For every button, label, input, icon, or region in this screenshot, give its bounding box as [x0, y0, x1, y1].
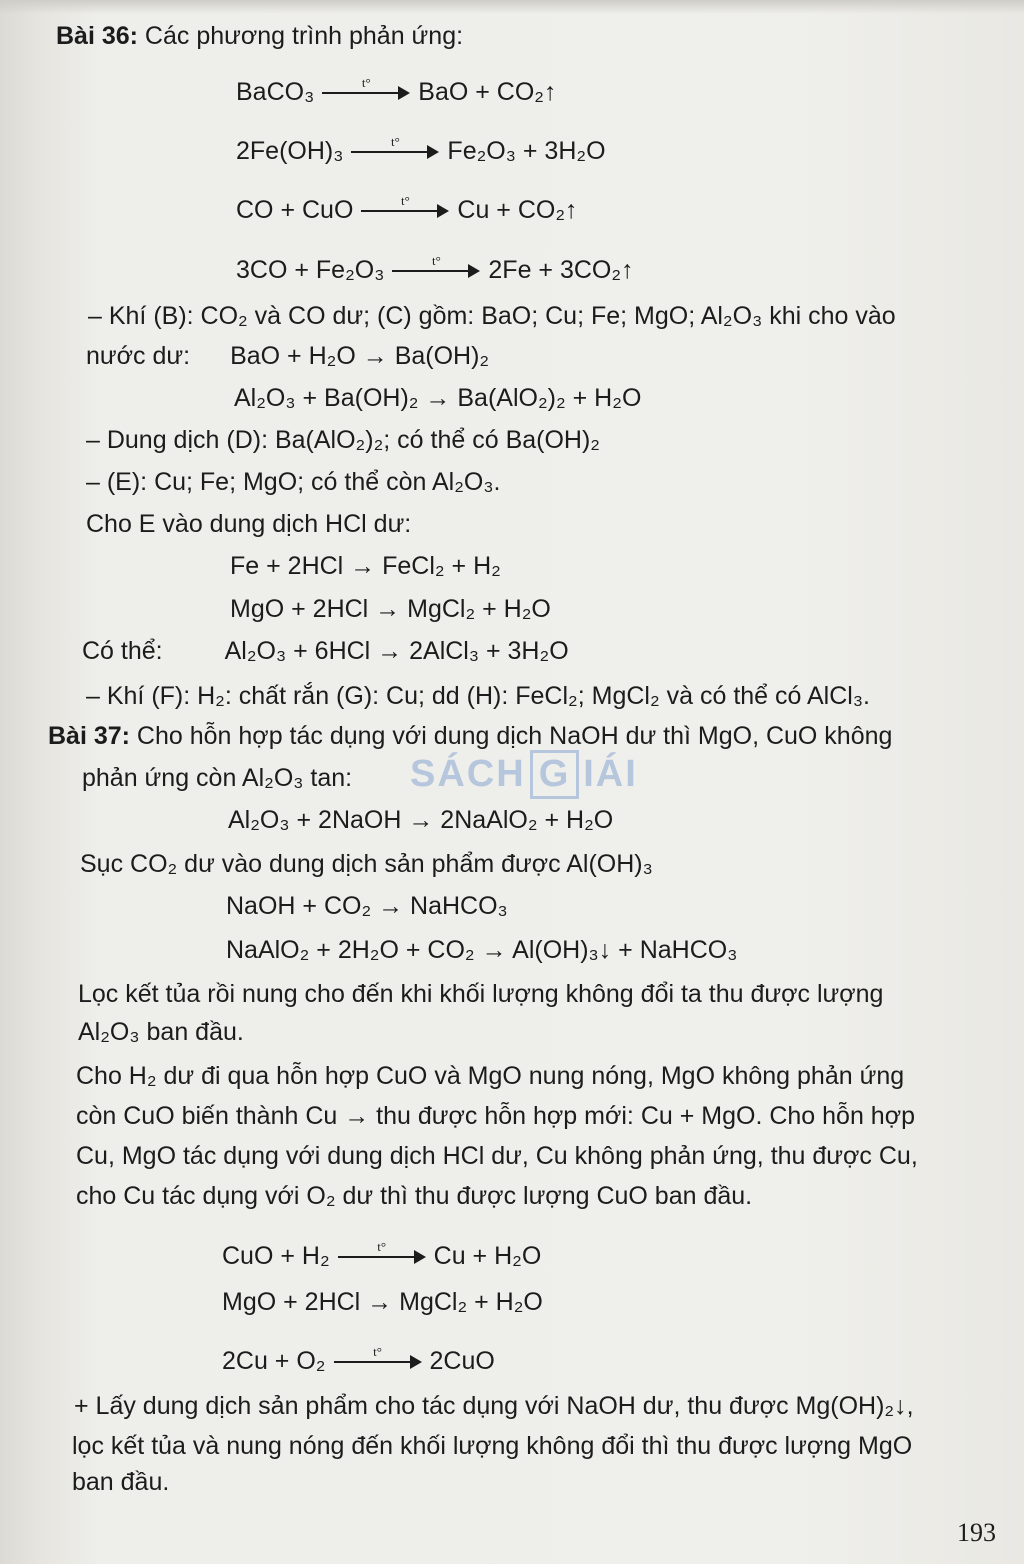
bai36-intro: Các phương trình phản ứng: [137, 22, 464, 50]
para2-line2: còn CuO biến thành Cu → thu được hỗn hợp mới: Cu + MgO. Cho hỗn hợp [76, 1102, 916, 1130]
line-khi-f: – Khí (F): H₂: chất rắn (G): Cu; dd (H): FeCl₂; MgCl₂ và có thể có AlCl₃. [86, 682, 870, 710]
line-khi-b: – Khí (B): CO₂ và CO dư; (C) gồm: BaO; Cu; Fe; MgO; Al₂O₃ khi cho vào [88, 302, 896, 330]
heat-arrow [338, 1239, 426, 1267]
arrow-label: t° [373, 1344, 382, 1360]
equation-4 [236, 254, 634, 286]
equation-3 [236, 194, 578, 226]
heat-arrow [361, 193, 449, 221]
al2o3-baoh2-eq: Al₂O₃ + Ba(OH)₂ → Ba(AlO₂)₂ + H₂O [234, 384, 642, 412]
co-the-label: Có thể: [82, 637, 163, 665]
cu-right: 2CuO [429, 1347, 495, 1375]
mgo-hcl-eq: MgO + 2HCl → MgCl₂ + H₂O [230, 595, 551, 623]
al2o3-naoh-eq: Al₂O₃ + 2NaOH → 2NaAlO₂ + H₂O [228, 806, 614, 834]
para1-line1: Lọc kết tủa rồi nung cho đến khi khối lượng không đổi ta thu được lượng [78, 980, 884, 1008]
line-cho-e: Cho E vào dung dịch HCl dư: [86, 510, 412, 538]
bai37-heading [48, 720, 892, 752]
eq2-left: 2Fe(OH)₃ [236, 137, 344, 165]
arrow-label: t° [401, 193, 410, 209]
heat-arrow [392, 253, 480, 281]
equation-1 [236, 76, 557, 108]
para2-line3: Cu, MgO tác dụng với dung dịch HCl dư, Cu không phản ứng, thu được Cu, [76, 1142, 918, 1170]
eq1-right: BaO + CO₂↑ [418, 78, 557, 106]
eq3-left: CO + CuO [236, 196, 354, 224]
nuoc-du-label: nước dư: [86, 342, 191, 370]
eq4-left: 3CO + Fe₂O₃ [236, 256, 385, 284]
bai36-label: Bài 36: [56, 22, 138, 50]
line-dung-dich-d: – Dung dịch (D): Ba(AlO₂)₂; có thể có Ba(OH)₂ [86, 426, 601, 454]
bai37-intro2: phản ứng còn Al₂O₃ tan: [82, 764, 353, 792]
fe-hcl-eq: Fe + 2HCl → FeCl₂ + H₂ [230, 552, 501, 580]
bao-eq: BaO + H₂O → Ba(OH)₂ [230, 342, 490, 370]
line-suc-co2: Sục CO₂ dư vào dung dịch sản phẩm được Al(OH)₃ [80, 850, 653, 878]
line-nuoc-du [86, 340, 489, 372]
para3-line2: lọc kết tủa và nung nóng đến khối lượng không đổi thì thu được lượng MgO [72, 1432, 913, 1460]
page-number: 193 [957, 1518, 996, 1547]
eq2-right: Fe₂O₃ + 3H₂O [447, 137, 606, 165]
page-top-shadow [0, 0, 1024, 14]
para2-line4: cho Cu tác dụng với O₂ dư thì thu được lượng CuO ban đầu. [76, 1182, 753, 1210]
arrow-label: t° [377, 1239, 387, 1255]
naoh-co2-eq: NaOH + CO₂ → NaHCO₃ [226, 892, 508, 920]
heat-arrow [351, 134, 439, 162]
al-hcl-eq: Al₂O₃ + 6HCl → 2AlCl₃ + 3H₂O [224, 637, 569, 665]
watermark-logo: SÁCH G IÁI [410, 750, 638, 799]
para3-line3: ban đầu. [72, 1468, 170, 1496]
arrow-label: t° [391, 134, 400, 150]
cuo-left: CuO + H₂ [222, 1242, 330, 1270]
co-the-line [82, 635, 569, 667]
eq4-right: 2Fe + 3CO₂↑ [488, 256, 634, 284]
arrow-label: t° [361, 75, 371, 91]
para2-line1: Cho H₂ dư đi qua hỗn hợp CuO và MgO nung nóng, MgO không phản ứng [76, 1062, 905, 1090]
eq1-left: BaCO₃ [236, 78, 315, 106]
naalo2-eq: NaAlO₂ + 2H₂O + CO₂ → Al(OH)₃↓ + NaHCO₃ [226, 936, 738, 964]
cuo-h2-eq [222, 1240, 541, 1272]
line-e: – (E): Cu; Fe; MgO; có thể còn Al₂O₃. [86, 468, 501, 496]
cu-o2-eq [222, 1345, 495, 1377]
heat-arrow [334, 1344, 422, 1372]
heat-arrow [322, 75, 410, 103]
equation-2 [236, 135, 606, 167]
eq3-right: Cu + CO₂↑ [457, 196, 578, 224]
para3-line1: + Lấy dung dịch sản phẩm cho tác dụng với NaOH dư, thu được Mg(OH)₂↓, [74, 1392, 914, 1420]
cu-left: 2Cu + O₂ [222, 1347, 326, 1375]
mgo-hcl-eq-2: MgO + 2HCl → MgCl₂ + H₂O [222, 1288, 543, 1316]
bai37-intro: Cho hỗn hợp tác dụng với dung dịch NaOH dư thì MgO, CuO không [129, 722, 893, 750]
bai37-label: Bài 37: [48, 722, 130, 750]
arrow-label: t° [432, 253, 441, 269]
bai36-heading [56, 20, 463, 52]
cuo-right: Cu + H₂O [433, 1242, 542, 1270]
para1-line2: Al₂O₃ ban đầu. [78, 1018, 244, 1046]
